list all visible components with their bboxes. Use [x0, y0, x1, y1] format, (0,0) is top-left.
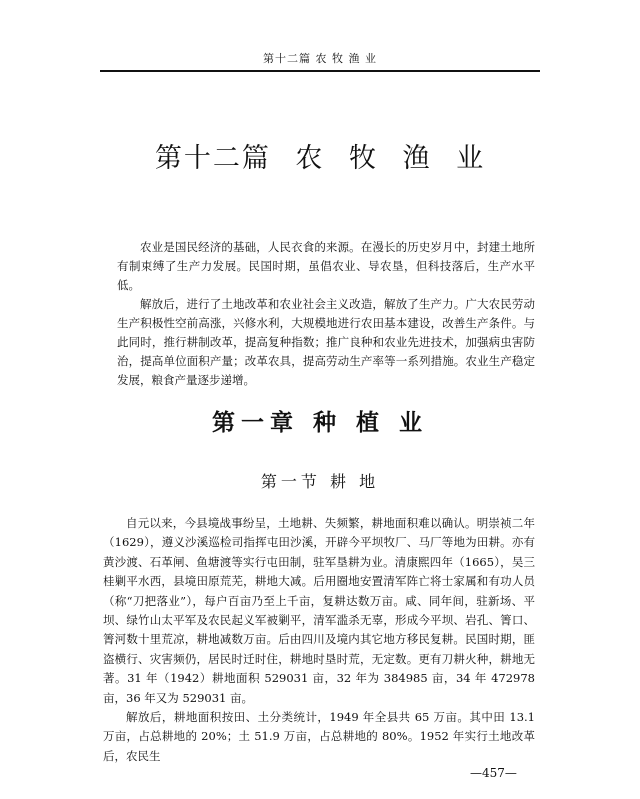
intro-paragraph: 解放后，进行了土地改革和农业社会主义改造，解放了生产力。广大农民劳动生产积极性空前高涨，兴修水利，大规模地进行农田基本建设，改善生产条件。与此同时，推行耕制改革，提高复种指数；推广良种和农业先进技术，加强病虫害防治，提高单位面积产量；改革农具，提高劳动生产率等一系列措施。农业生产稳定发展，粮食产量逐步递增。: [117, 297, 535, 387]
section-title: 第一节 耕 地: [260, 472, 380, 491]
body-paragraph: 自元以来，今县境战事纷呈，土地耕、失频繁，耕地面积难以确认。明崇祯二年（1629），遵义沙溪巡检司指挥屯田沙溪，开辟今平坝牧厂、马厂等地为田耕。亦有黄沙渡、石革闸、鱼塘渡等实行屯田制，驻军垦耕为业。清康熙四年（1665），吴三桂剿平水西，县境田原荒芜，耕地大减。后用圈地安置清军阵亡将士家属和有功人员（称“刀把落业”），每户百亩乃至上千亩，复耕达数万亩。咸、同年间，驻新场、平坝、绿竹山太平军及农民起义军被剿平，清军滥杀无辜，形成今平坝、岩孔、箐口、箐河数十里荒凉，耕地减数万亩。后由四川及境内其它地方移民复耕。民国时期，匪盗横行、灾害频仍，居民时迁时住，耕地时垦时荒，无定数。更有刀耕火种，耕地无著。31 年（1942）耕地面积 529031 亩，32 年为 384985 亩，34 年 472978 亩，36 年又为 529031 亩。: [103, 516, 535, 705]
chapter-title: 第一章 种 植 业: [211, 410, 429, 436]
intro-text: [117, 238, 535, 390]
intro-paragraph: 农业是国民经济的基础，人民衣食的来源。在漫长的历史岁月中，封建土地所有制束缚了生产力发展。民国时期，虽倡农业、导农垦，但科技落后，生产水平低。: [117, 240, 535, 292]
part-title: 第十二篇 农 牧 渔 业: [154, 143, 486, 174]
page-number: —457—: [470, 766, 517, 780]
header-divider: [100, 70, 540, 72]
body-text: [103, 514, 535, 766]
body-paragraph: 解放后，耕地面积按田、土分类统计，1949 年全县共 65 万亩。其中田 13.1 万亩，占总耕地的 20%；土 51.9 万亩，占总耕地的 80%。1952 年实行土地改革后，农民生: [103, 710, 535, 763]
running-header: 第十二篇 农 牧 渔 业: [263, 52, 377, 65]
